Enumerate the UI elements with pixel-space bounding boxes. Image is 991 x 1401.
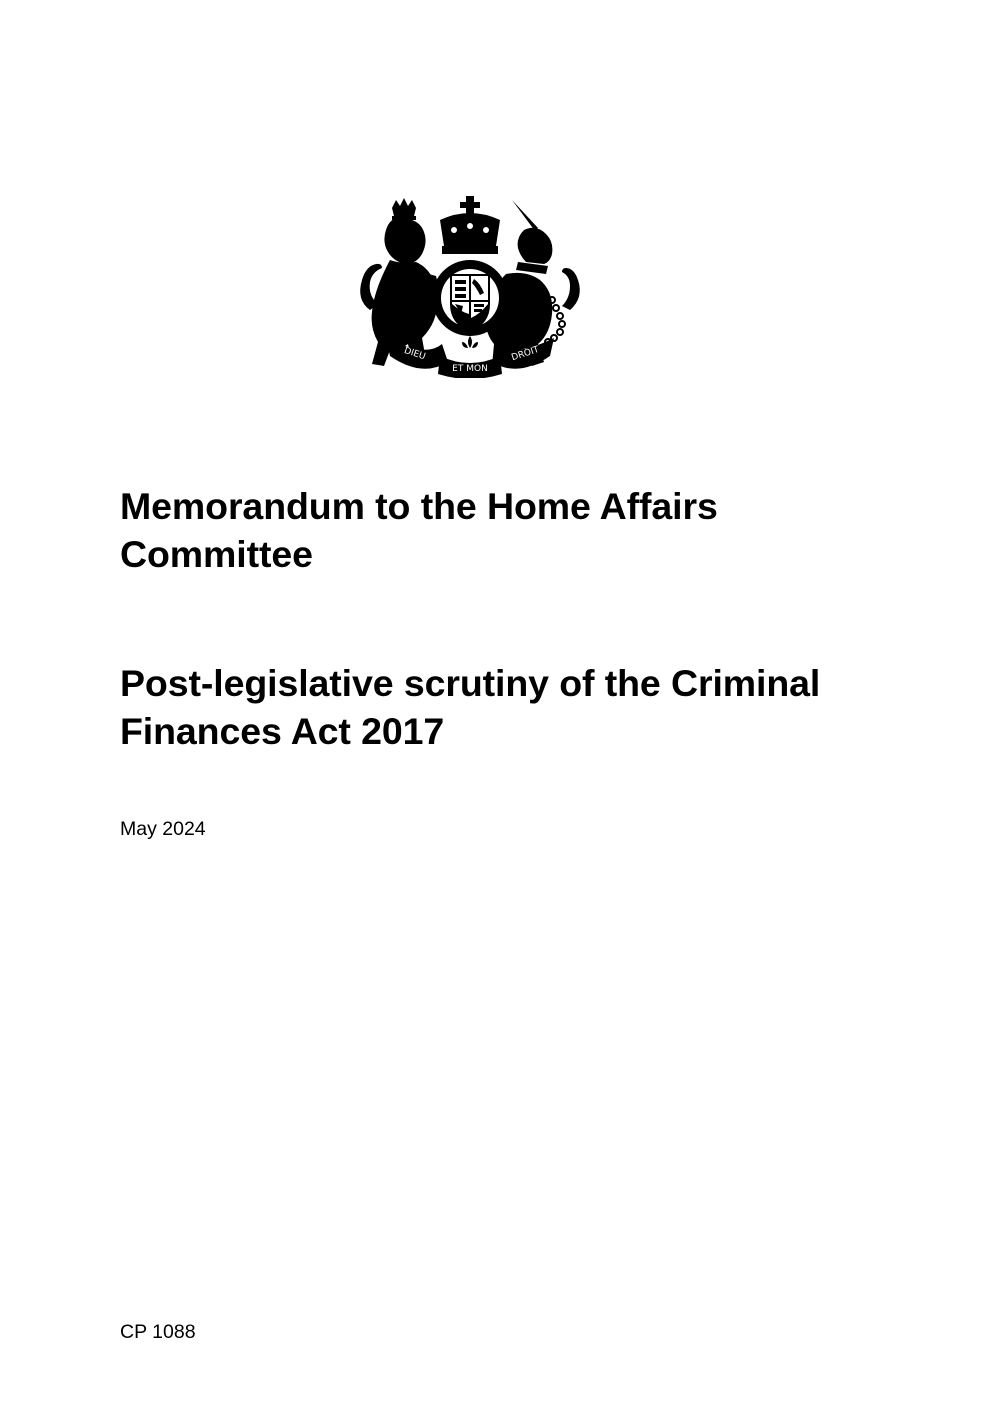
subject-title-line-1: Post-legislative scrutiny of the Criminal bbox=[120, 662, 821, 704]
svg-text:DIEU: DIEU bbox=[402, 345, 427, 363]
garter-icon bbox=[432, 260, 508, 336]
memorandum-title bbox=[120, 482, 718, 578]
svg-text:DROIT: DROIT bbox=[510, 344, 541, 364]
publication-date: May 2024 bbox=[120, 818, 206, 840]
memorandum-title-line-2: Committee bbox=[120, 533, 313, 575]
lion-icon bbox=[360, 198, 440, 366]
subject-title-line-2: Finances Act 2017 bbox=[120, 710, 445, 752]
command-paper-number: CP 1088 bbox=[120, 1321, 196, 1343]
royal-coat-of-arms-icon bbox=[356, 190, 584, 378]
svg-text:ET MON: ET MON bbox=[452, 364, 488, 374]
subject-title bbox=[120, 659, 820, 755]
memorandum-title-line-1: Memorandum to the Home Affairs bbox=[120, 485, 718, 527]
crown-icon bbox=[440, 196, 500, 254]
